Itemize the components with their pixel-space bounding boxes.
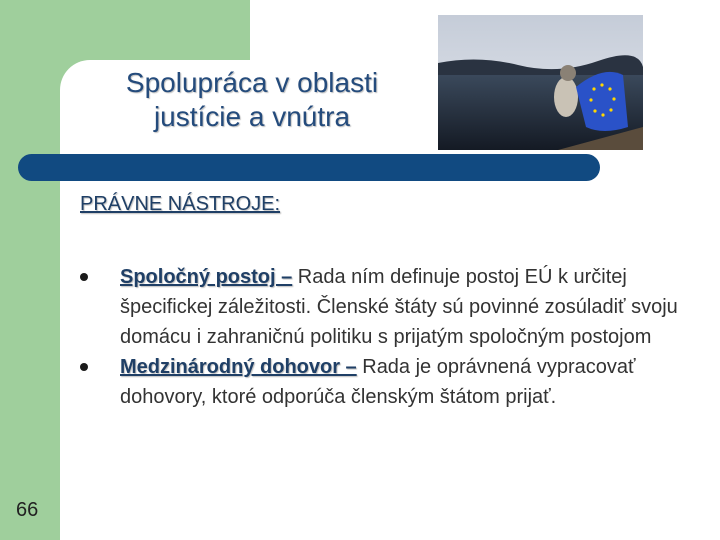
list-item [80, 352, 680, 412]
bullet-term: Medzinárodný dohovor – [120, 356, 357, 378]
eu-flag-photo [438, 15, 643, 150]
title-divider-bar [18, 154, 600, 181]
bullet-dot-icon [80, 273, 88, 281]
list-item [80, 262, 680, 352]
bullet-list [80, 262, 680, 412]
slide-title [62, 66, 442, 134]
slide-title-line-2: justície a vnútra [153, 101, 351, 132]
slide-title-line-1: Spolupráca v oblasti [125, 67, 379, 98]
section-title: PRÁVNE NÁSTROJE: [80, 193, 281, 215]
bullet-text: Rada ním definuje postoj EÚ k určitej špecifickej záležitosti. Členské štáty sú povinné zosúladiť svoju domácu i zahraničnú politiku s prijatým spoločným postojom [120, 266, 678, 348]
bullet-term: Spoločný postoj – [120, 266, 293, 288]
bullet-dot-icon [80, 363, 88, 371]
page-number: 66 [16, 499, 39, 521]
bullet-text: Rada je oprávnená vypracovať dohovory, ktoré odporúča členským štátom prijať. [120, 356, 636, 408]
